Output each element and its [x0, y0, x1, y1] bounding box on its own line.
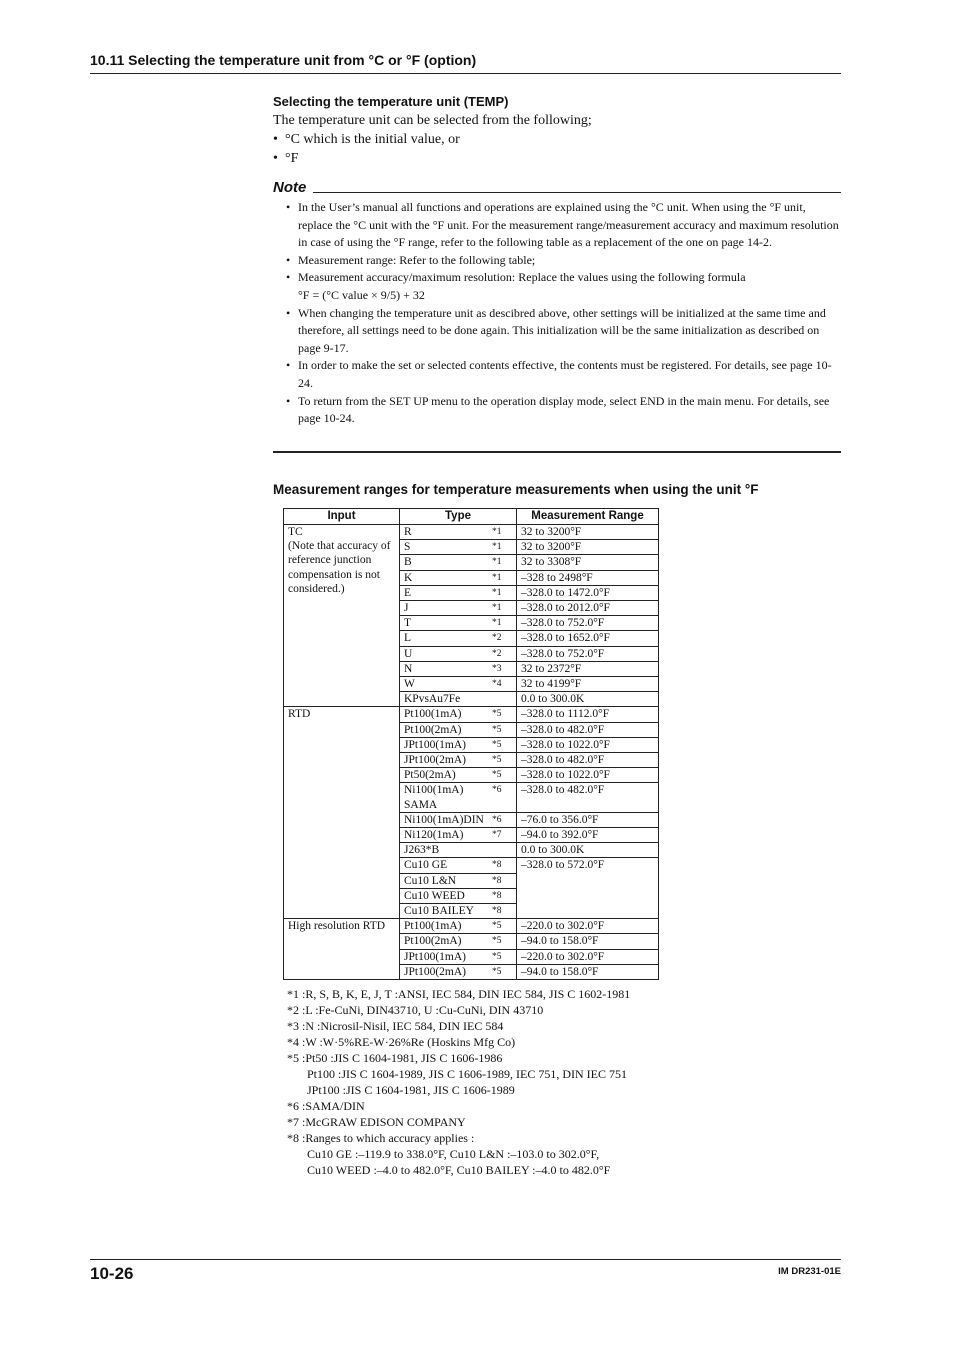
- page-header: [90, 51, 841, 74]
- type-cell: Pt100(1mA): [400, 707, 493, 722]
- col-type: Type: [400, 509, 517, 525]
- note-item: • Measurement range: Refer to the following table;: [286, 252, 842, 270]
- range-cell: –76.0 to 356.0°F: [517, 812, 659, 827]
- col-input: Input: [284, 509, 400, 525]
- range-cell: –220.0 to 302.0°F: [517, 949, 659, 964]
- type-cell: L: [400, 631, 493, 646]
- range-cell: –328.0 to 482.0°F: [517, 783, 659, 812]
- footnote-ref-cell: *1: [492, 616, 517, 631]
- range-cell: 32 to 3200°F: [517, 540, 659, 555]
- option-fahrenheit-text: °F: [285, 151, 299, 166]
- type-cell: N: [400, 661, 493, 676]
- footnote-ref-cell: *5: [492, 949, 517, 964]
- range-cell: –94.0 to 158.0°F: [517, 964, 659, 979]
- type-cell: Ni100(1mA) SAMA: [400, 783, 493, 812]
- footnote-ref-cell: *3: [492, 661, 517, 676]
- type-cell: Cu10 GE: [400, 858, 493, 873]
- note-rule-bottom: [273, 451, 841, 453]
- type-cell: JPt100(1mA): [400, 949, 493, 964]
- footnote-ref-cell: *4: [492, 677, 517, 692]
- footnote: *5 :Pt50 :JIS C 1604-1981, JIS C 1606-1986: [287, 1051, 503, 1065]
- footnote-ref-cell: *1: [492, 555, 517, 570]
- type-cell: KPvsAu7Fe: [400, 692, 493, 707]
- range-cell: –328.0 to 2012.0°F: [517, 601, 659, 616]
- type-cell: Pt50(2mA): [400, 768, 493, 783]
- input-group-cell: TC (Note that accuracy of reference junction compensation is not considered.): [284, 525, 400, 707]
- footnote-ref-cell: *5: [492, 919, 517, 934]
- type-cell: E: [400, 585, 493, 600]
- type-cell: R: [400, 525, 493, 540]
- footnote: *8 :Ranges to which accuracy applies :: [287, 1131, 475, 1145]
- footnote: JPt100 :JIS C 1604-1981, JIS C 1606-1989: [307, 1083, 515, 1097]
- footnote: *2 :L :Fe-CuNi, DIN43710, U :Cu-CuNi, DIN 43710: [287, 1003, 544, 1017]
- option-celsius: • °C which is the initial value, or: [273, 132, 460, 147]
- type-cell: W: [400, 677, 493, 692]
- footnote-ref-cell: *5: [492, 934, 517, 949]
- footnote: Pt100 :JIS C 1604-1989, JIS C 1606-1989, IEC 751, DIN IEC 751: [307, 1067, 628, 1081]
- footnote: *7 :McGRAW EDISON COMPANY: [287, 1115, 466, 1129]
- range-cell: –328 to 2498°F: [517, 570, 659, 585]
- section-title: 10.11 Selecting the temperature unit from °C or °F (option): [90, 52, 477, 68]
- type-cell: Ni120(1mA): [400, 828, 493, 843]
- range-cell: –220.0 to 302.0°F: [517, 919, 659, 934]
- type-cell: JPt100(2mA): [400, 964, 493, 979]
- conversion-formula: °F = (°C value × 9/5) + 32: [298, 287, 425, 302]
- footnote-ref-cell: *5: [492, 722, 517, 737]
- ranges-heading: Measurement ranges for temperature measurements when using the unit °F: [273, 482, 759, 497]
- type-cell: JPt100(1mA): [400, 737, 493, 752]
- range-cell: 0.0 to 300.0K: [517, 692, 659, 707]
- range-cell: –328.0 to 752.0°F: [517, 616, 659, 631]
- note-item: • In order to make the set or selected contents effective, the contents must be registered. For details, see page 10-24.: [286, 357, 842, 392]
- note-item-text: Measurement accuracy/maximum resolution: Replace the values using the following formula: [298, 270, 746, 285]
- col-range: Measurement Range: [517, 509, 659, 525]
- type-cell: Cu10 L&N: [400, 873, 493, 888]
- range-cell: 32 to 4199°F: [517, 677, 659, 692]
- footnote-ref-cell: *1: [492, 540, 517, 555]
- type-cell: K: [400, 570, 493, 585]
- type-cell: J: [400, 601, 493, 616]
- range-cell: 32 to 3200°F: [517, 525, 659, 540]
- footnote-ref-cell: *1: [492, 525, 517, 540]
- note-rule-top: [313, 192, 841, 193]
- range-cell: 32 to 2372°F: [517, 661, 659, 676]
- footnote-ref-cell: *6: [492, 783, 517, 812]
- footnote-ref-cell: *5: [492, 707, 517, 722]
- footnotes: [287, 986, 630, 1178]
- footnote-ref-cell: *5: [492, 964, 517, 979]
- type-cell: Cu10 WEED: [400, 888, 493, 903]
- note-item: [286, 269, 842, 304]
- footnote-ref-cell: [492, 843, 517, 858]
- range-cell: –328.0 to 1112.0°F: [517, 707, 659, 722]
- type-cell: T: [400, 616, 493, 631]
- option-celsius-text: °C which is the initial value, or: [285, 132, 460, 147]
- footnote-ref-cell: *5: [492, 768, 517, 783]
- footnote: *1 :R, S, B, K, E, J, T :ANSI, IEC 584, DIN IEC 584, JIS C 1602-1981: [287, 987, 631, 1001]
- temp-unit-heading: Selecting the temperature unit (TEMP): [273, 94, 509, 109]
- footnote-ref-cell: *8: [492, 858, 517, 873]
- footnote-ref-cell: *5: [492, 753, 517, 768]
- footnote-ref-cell: *8: [492, 904, 517, 919]
- range-cell: –328.0 to 1652.0°F: [517, 631, 659, 646]
- range-cell: –328.0 to 1472.0°F: [517, 585, 659, 600]
- footnote-ref-cell: *1: [492, 601, 517, 616]
- note-list: [286, 199, 842, 428]
- input-group-cell: High resolution RTD: [284, 919, 400, 980]
- type-cell: Ni100(1mA)DIN: [400, 812, 493, 827]
- type-cell: Pt100(2mA): [400, 934, 493, 949]
- type-cell: S: [400, 540, 493, 555]
- note-item: • When changing the temperature unit as descibred above, other settings will be initialized at the same time and therefore, all settings need to be done again. This initialization will be the same initialization as described on page 9-17.: [286, 305, 842, 358]
- footer-rule: [90, 1259, 841, 1260]
- table-header-row: [284, 509, 659, 525]
- type-cell: Cu10 BAILEY: [400, 904, 493, 919]
- temp-unit-intro: The temperature unit can be selected from the following;: [273, 113, 592, 128]
- note-item: • To return from the SET UP menu to the operation display mode, select END in the main menu. For details, see page 10-24.: [286, 393, 842, 428]
- footnote: *3 :N :Nicrosil-Nisil, IEC 584, DIN IEC 584: [287, 1019, 504, 1033]
- footnote-ref-cell: *2: [492, 646, 517, 661]
- footnote-ref-cell: *6: [492, 812, 517, 827]
- range-cell: –94.0 to 158.0°F: [517, 934, 659, 949]
- range-cell: –328.0 to 482.0°F: [517, 753, 659, 768]
- footnote-ref-cell: *1: [492, 585, 517, 600]
- table-row: [284, 919, 659, 934]
- range-cell: –328.0 to 752.0°F: [517, 646, 659, 661]
- document-id: IM DR231-01E: [778, 1266, 841, 1277]
- option-fahrenheit: • °F: [273, 151, 299, 166]
- input-group-cell: RTD: [284, 707, 400, 919]
- type-cell: U: [400, 646, 493, 661]
- range-cell: –328.0 to 1022.0°F: [517, 737, 659, 752]
- type-cell: Pt100(2mA): [400, 722, 493, 737]
- type-cell: B: [400, 555, 493, 570]
- table-row: [284, 707, 659, 722]
- footnote: *6 :SAMA/DIN: [287, 1099, 365, 1113]
- footnote: Cu10 WEED :–4.0 to 482.0°F, Cu10 BAILEY :–4.0 to 482.0°F: [307, 1163, 611, 1177]
- range-cell: 0.0 to 300.0K: [517, 843, 659, 858]
- page-number: 10-26: [90, 1264, 134, 1283]
- range-cell: 32 to 3308°F: [517, 555, 659, 570]
- footnote-ref-cell: *8: [492, 873, 517, 888]
- footnote-ref-cell: *5: [492, 737, 517, 752]
- note-title: Note: [273, 179, 307, 196]
- footnote: Cu10 GE :–119.9 to 338.0°F, Cu10 L&N :–103.0 to 302.0°F,: [307, 1147, 600, 1161]
- range-cell: –328.0 to 572.0°F: [517, 858, 659, 919]
- footnote-ref-cell: *8: [492, 888, 517, 903]
- range-cell: –328.0 to 1022.0°F: [517, 768, 659, 783]
- type-cell: Pt100(1mA): [400, 919, 493, 934]
- table-row: [284, 525, 659, 540]
- measurement-range-table: [283, 508, 659, 980]
- footnote-ref-cell: *2: [492, 631, 517, 646]
- footnote: *4 :W :W·5%RE-W·26%Re (Hoskins Mfg Co): [287, 1035, 516, 1049]
- range-cell: –94.0 to 392.0°F: [517, 828, 659, 843]
- footnote-ref-cell: *7: [492, 828, 517, 843]
- table-body: [284, 525, 659, 980]
- type-cell: J263*B: [400, 843, 493, 858]
- type-cell: JPt100(2mA): [400, 753, 493, 768]
- note-item: • In the User’s manual all functions and operations are explained using the °C unit. When using the °F unit, replace the °C unit with the °F unit. For the measurement range/measurement accuracy and maximum resolution in case of using the °F range, refer to the following table as a replacement of the one on page 14-2.: [286, 199, 842, 252]
- footnote-ref-cell: *1: [492, 570, 517, 585]
- footnote-ref-cell: [492, 692, 517, 707]
- range-cell: –328.0 to 482.0°F: [517, 722, 659, 737]
